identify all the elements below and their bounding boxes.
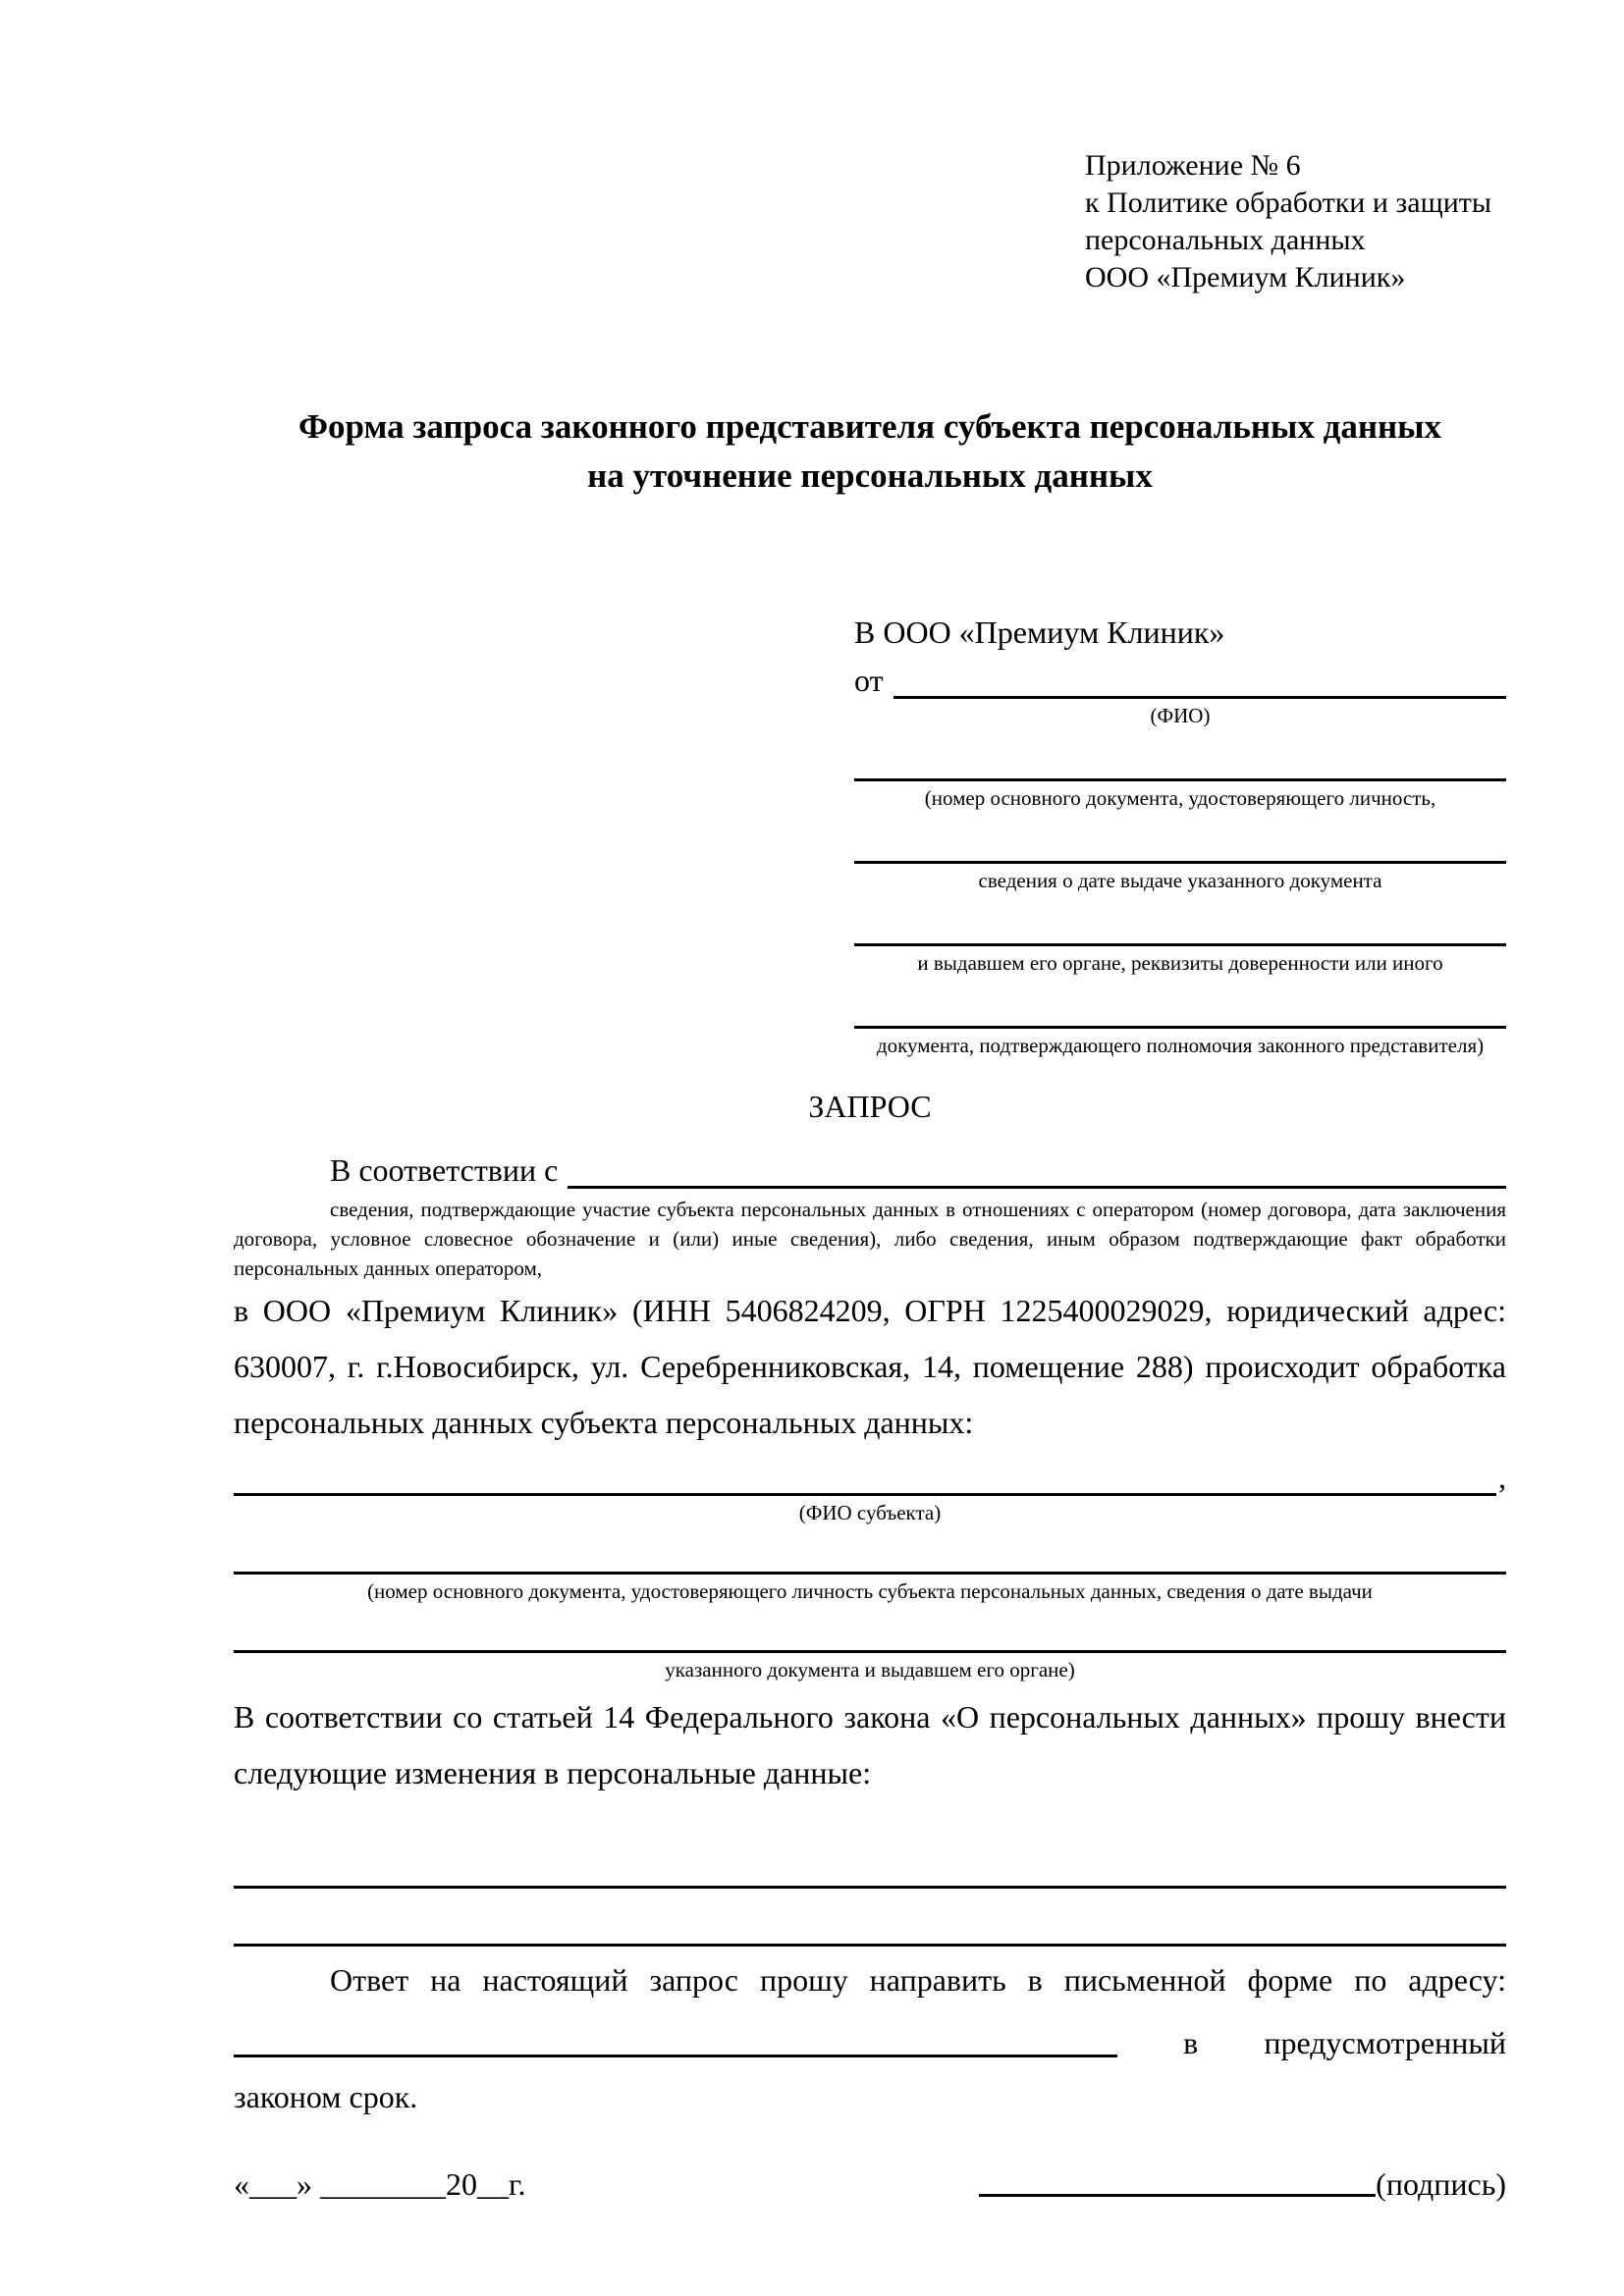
- date-signature-row: [234, 2166, 1506, 2203]
- form-title: [234, 402, 1506, 501]
- from-row: [854, 654, 1506, 699]
- intro-footnote: сведения, подтверждающие участие субъекта персональных данных в отношениях с оператором (номер договора, дата заключения договора, условное словесное обозначение и (или) иные сведения), либо сведения, иным образом подтверждающие факт обработки персональных данных оператором,: [234, 1198, 1506, 1280]
- signature-caption: (подпись): [1376, 2166, 1506, 2202]
- answer-word-2: предусмотренный: [1264, 2025, 1506, 2060]
- doc-blank-line-3: [854, 908, 1506, 946]
- answer-paragraph-line-1: Ответ на настоящий запрос прошу направить в письменной форме по адресу:: [330, 1962, 1506, 1998]
- subject-doc-caption-1: (номер основного документа, удостоверяющего личность субъекта персональных данных, сведения о дате выдачи: [367, 1579, 1373, 1603]
- fio-caption: (ФИО): [1150, 704, 1211, 727]
- from-label: от: [854, 663, 884, 698]
- appendix-block: [1085, 147, 1506, 296]
- subject-doc-caption-2: указанного документа и выдавшем его органе): [665, 1658, 1075, 1682]
- subject-fio-caption: (ФИО субъекта): [798, 1501, 942, 1524]
- appendix-line: Приложение № 6: [1085, 149, 1301, 182]
- subject-comma: ,: [1498, 1460, 1506, 1495]
- signature-group: [979, 2166, 1506, 2203]
- address-blank-line: [234, 2055, 1117, 2057]
- intro-blank-line: [568, 1186, 1506, 1189]
- appendix-line: персональных данных: [1085, 224, 1366, 256]
- doc-blank-line-4: [854, 990, 1506, 1029]
- form-title-line-1: Форма запроса законного представителя субъекта персональных данных: [298, 407, 1441, 446]
- from-blank-line: [893, 696, 1506, 699]
- doc-caption-3: и выдавшем его органе, реквизиты доверенности или иного: [917, 951, 1443, 975]
- addressee-to: В ООО «Премиум Клиник»: [854, 614, 1225, 650]
- answer-paragraph-line-3: законом срок.: [234, 2079, 418, 2114]
- appendix-line: к Политике обработки и защиты: [1085, 187, 1492, 219]
- intro-label: В соответствии с: [330, 1152, 559, 1188]
- subject-doc-blank-line-2: [234, 1615, 1506, 1653]
- appendix-line: ООО «Премиум Клиник»: [1085, 261, 1406, 294]
- doc-caption-2: сведения о дате выдаче указанного документа: [978, 869, 1382, 892]
- answer-word-1: в: [1183, 2025, 1199, 2060]
- subject-doc-blank-line-1: [234, 1536, 1506, 1575]
- doc-blank-line-1: [854, 743, 1506, 781]
- form-title-line-2: на уточнение персональных данных: [587, 456, 1153, 495]
- operator-paragraph: в ООО «Премиум Клиник» (ИНН 5406824209, ОГРН 1225400029029, юридический адрес: 630007, г. г.Новосибирск, ул. Серебренниковская, 14, помещение 288) происходит обработка персональных данных субъекта персональных данных:: [234, 1293, 1506, 1440]
- addressee-block: [854, 611, 1506, 1059]
- doc-caption-1: (номер основного документа, удостоверяющего личность,: [924, 786, 1436, 810]
- subject-fio-row: [234, 1451, 1506, 1496]
- request-heading: ЗАПРОС: [808, 1089, 932, 1124]
- changes-blank-line-1: [234, 1850, 1506, 1889]
- doc-blank-line-2: [854, 826, 1506, 864]
- intro-row: [234, 1142, 1506, 1189]
- article14-paragraph: В соответствии со статьей 14 Федерального закона «О персональных данных» прошу внести следующие изменения в персональные данные:: [234, 1699, 1506, 1790]
- changes-blank-line-2: [234, 1889, 1506, 1947]
- signature-blank-line: [979, 2194, 1376, 2197]
- subject-fio-blank-line: [234, 1493, 1496, 1496]
- doc-caption-4: документа, подтверждающего полномочия законного представителя): [876, 1034, 1485, 1057]
- date-blank-line: «___» ________20__г.: [234, 2166, 526, 2202]
- answer-address-row: [234, 2008, 1506, 2061]
